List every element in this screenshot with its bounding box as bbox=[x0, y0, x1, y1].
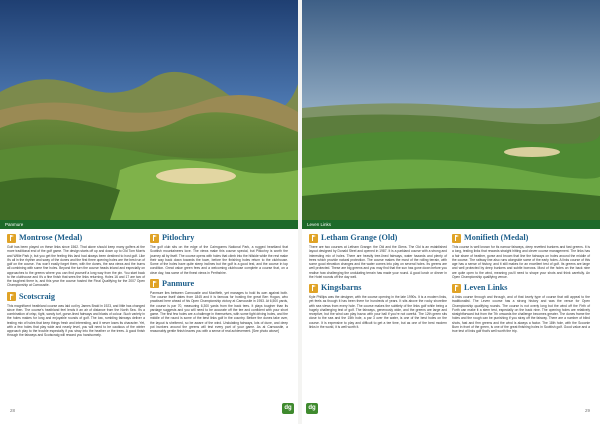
section-body: The golf club sits on the edge of the Cairngorms National Park, a rugged heartland that Scottish mountaineers love. The views make this course special, but Pitlochry is worth the journey all by itself. The course opens with holes that climb into the hillside while the rest make their way back down towards the town, before the finishing holes return to the clubhouse. Some of the holes have quite steep inclines but the golf is a good test, and the course in top condition. Great value green fees and a welcoming clubhouse complete a course that, on a clear day, has some of the finest views in Perthshire. bbox=[150, 245, 288, 275]
section-title: Letham Grange (Old) bbox=[321, 233, 398, 242]
course-section bbox=[150, 233, 288, 275]
section-body: This magnificent heathland course was laid out by James Braid in 1923, and little has changed since then. The course's heathland feel lends it an air of distance from the North Sea. It's a combination of crisp, tight, sandy turf, gorse-lined fairways and blasts of colour. Such variety in the holes makes for long and enjoyable rounds of golf. The low, rumbling fairways deliver a testing mix of holes that keep things fresh and interesting, and it never loses its character. Yet, with a few holes that play wide and nearly level, you will need to be cautious of the winter approach play to the trouble especially if you stray into the heather or the trees. A good finish through the fairways and Scotscraig will reward you handsomely. bbox=[7, 303, 145, 338]
section-title: Leven Links bbox=[464, 283, 508, 292]
golf-flag-icon bbox=[150, 279, 159, 288]
course-section bbox=[309, 233, 447, 279]
page-number-right: 29 bbox=[585, 408, 591, 413]
section-body: There are two courses at Letham Grange: the Old and the Glens. The Old is an established layout designed by Donald Steel and opened in 1987. It is a parkland course with a strong and interesting mix of holes. There are heavily tree-lined fairways, water hazards and plenty of trees which provide natural protection. The course makes the most of the rolling terrain, with some good elevation changes and the water comes into play on several holes. Its greens are well protected. These are big greens and you may find that the sun has gone down before you realise how challenging the undulating terrain has made your round. A good lunch or dinner in the Hotel rounds off the day well. bbox=[309, 245, 447, 279]
golf-flag-icon bbox=[7, 234, 16, 243]
section-header bbox=[150, 233, 288, 243]
section-header bbox=[150, 279, 288, 289]
photo-caption-left bbox=[0, 220, 298, 229]
section-header bbox=[7, 233, 145, 243]
section-title: Montrose (Medal) bbox=[19, 233, 83, 242]
golf-flag-icon bbox=[452, 284, 461, 293]
golf-flag-icon bbox=[150, 234, 159, 243]
photo-leven-links bbox=[302, 0, 600, 220]
section-header bbox=[309, 233, 447, 243]
photo-caption-right bbox=[302, 220, 600, 229]
section-header bbox=[7, 292, 145, 302]
golf-flag-icon bbox=[452, 234, 461, 243]
text-column-3 bbox=[309, 233, 447, 333]
golf-flag-icon bbox=[309, 234, 318, 243]
text-column-2 bbox=[150, 233, 288, 337]
section-body: This course is well known for its narrow fairways, deep revetted bunkers and fast greens. It is a long, testing links that rewards straight hitting and clever course management. The links has a fair share of heather, gorse and broom that line the fairways on holes around the middle of the course. The railway line also runs alongside some of the early holes. A links course of this age has a sense of history, and it still makes for an excellent test of golf. Its greens are large and well protected by deep bunkers and subtle borrows. Most of the holes on the back nine are quite open to the wind, meaning you'll need to shape your shots and think carefully. An Open Championship qualifying venue. bbox=[452, 245, 590, 279]
section-header bbox=[452, 233, 590, 243]
section-header bbox=[452, 283, 590, 293]
section-title: Monifieth (Medal) bbox=[464, 233, 529, 242]
section-header bbox=[309, 283, 447, 293]
golf-flag-icon bbox=[309, 284, 318, 293]
course-section bbox=[452, 283, 590, 333]
text-column-1 bbox=[7, 233, 145, 342]
caption-text: Leven Links bbox=[307, 222, 332, 227]
section-title: Scotscraig bbox=[19, 291, 55, 301]
section-title: Panmure bbox=[162, 278, 195, 288]
publication-logo: dg bbox=[306, 403, 318, 414]
course-section bbox=[7, 233, 145, 288]
section-body: Golf has been played on these links since 1562. That alone should keep many golfers at the more traditional end of the golf game. The design starts off up and down up to Old Tom Morris and Willie Park jr, but you get the feeling this land had always been destined to host golf. Like it's all in the rhythm and sway of the dunes and the first three opening holes are the best run of golf on the course. You won't easily forget them, with the dunes, the sea views and the burns all combining with some fine holes. Beyond the turn the course heads inland and especially on approaches to the greens where you can find yourself a long way from the pin. You start back to the clubhouse and it's a fine finish that sees the links returning. Holes 16 and 17 are two of the toughest there is, and this year the course hosted the Final Qualifying for the 2007 Open Championship at Carnoustie. bbox=[7, 245, 145, 288]
course-section bbox=[452, 233, 590, 279]
caption-text: Panmure bbox=[5, 222, 24, 227]
publication-logo: dg bbox=[282, 403, 294, 414]
course-section bbox=[150, 279, 288, 334]
section-title: Kingsbarns bbox=[321, 283, 362, 292]
course-section bbox=[7, 292, 145, 338]
text-column-4 bbox=[452, 233, 590, 337]
photo-panmure bbox=[0, 0, 298, 220]
section-body: Panmure lies between Carnoustie and Monifieth, yet manages to hold its own against both. The course itself dates from 1845 and it is famous for hosting the great Ben Hogan, who practised here ahead of his Open Championship victory at Carnoustie in 1953. At 6,500 yards, the course is par 70, measuring 6,300 yards from the back tees. It plays tougher than its yardage suggests and you will need to be accurate off the tee and confident with your short game. The first few holes are a challenge in themselves, with some tight driving holes, and the middle of the round is some of the best links golf in the country. Before the dunes take over, the layout is sheltered, so be aware of the wind. Undulating fairways, lots of dune, and deep pot bunkers around the greens will test every part of your game. As at Carnoustie, a reasonably gentle finish leaves you with a sense of real achievement. [See photo above] bbox=[150, 290, 288, 333]
section-body: Kyle Phillips was the designer, with the course opening in the late 1990s. It is a modern links, yet feels as though it has been there for hundreds of years. It sits above the rocky shoreline with sea views from every hole. The course makes the subtlety of the links golf while being a hugely challenging test of golf. The fairways, generously wide, and the greens are large and receptive, but the wind can play havoc with your ball if you're not careful. The 12th green sits close to the sea and the 15th hole, a par 3 over the water, is one of the best holes on the course. It is expensive to play and difficult to get a tee time, but as one of the best modern links in the world, it is well worth it. bbox=[309, 295, 447, 329]
course-section bbox=[309, 283, 447, 329]
section-title: Pitlochry bbox=[162, 233, 195, 242]
golf-flag-icon bbox=[7, 292, 16, 301]
section-body: A links course through and through, and of that lovely type of course that will appeal to the traditionalist. The Leven course has a strong history and was the venue for Open Championship qualifying rounds. The course is not overly long but the wind off the Firth of Forth can make it a stern test, especially on the back nine. The opening holes are relatively straightforward but from the 7th onwards the challenge becomes greater. The dunes frame the holes and the rough can be punishing if you stray off the fairway. There are a number of blind shots, fast and firm greens and the wind is always a factor. The 18th hole, with the Scoonie Burn in front of the green, is one of the great finishing holes in Scottish golf. Good value and a true test of links golf that's well worth the trip. bbox=[452, 295, 590, 333]
page-number-left: 28 bbox=[10, 408, 16, 413]
